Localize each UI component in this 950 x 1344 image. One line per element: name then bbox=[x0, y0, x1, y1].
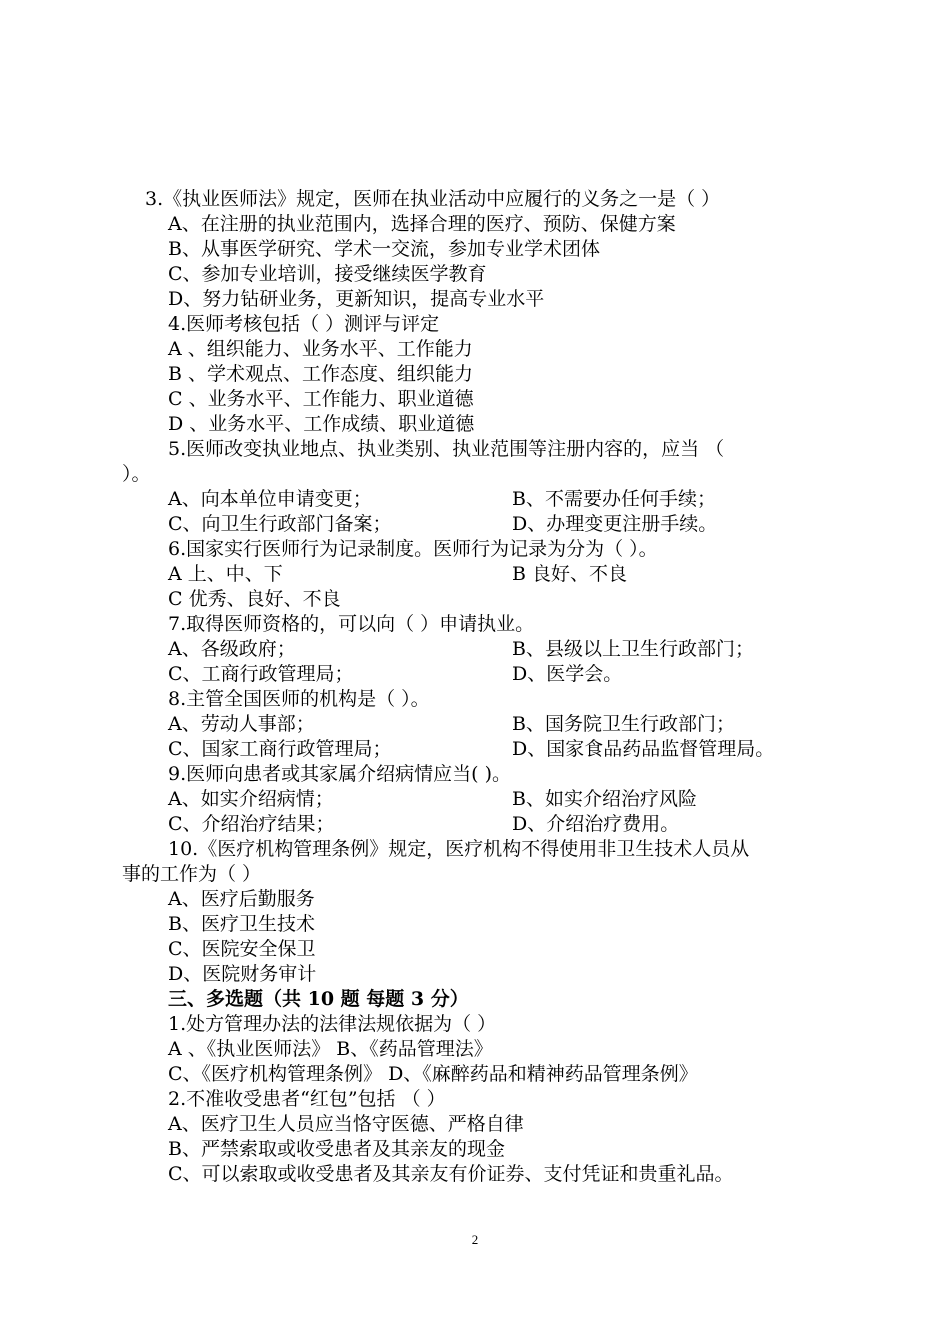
question-10-stem-cont: 事的工作为（ ） bbox=[122, 863, 262, 885]
question-5-stem: 5.医师改变执业地点、执业类别、执业范围等注册内容的，应当 （ bbox=[168, 438, 725, 460]
question-10-stem: 10.《医疗机构管理条例》规定，医疗机构不得使用非卫生技术人员从 bbox=[168, 838, 750, 860]
option-row: A、劳动人事部； B、国务院卫生行政部门； bbox=[168, 713, 735, 735]
question-9-stem: 9.医师向患者或其家属介绍病情应当( )。 bbox=[168, 763, 511, 785]
question-6-stem: 6.国家实行医师行为记录制度。医师行为记录为分为（ ）。 bbox=[168, 538, 658, 560]
option-line: A、在注册的执业范围内，选择合理的医疗、预防、保健方案 bbox=[168, 213, 676, 235]
option-line: A 、组织能力、业务水平、工作能力 bbox=[168, 338, 473, 360]
option-row: C、国家工商行政管理局； D、国家食品药品监督管理局。 bbox=[168, 738, 775, 760]
option-line: B、医疗卫生技术 bbox=[168, 913, 315, 935]
option-line: C 优秀、良好、不良 bbox=[168, 588, 341, 610]
option-row: A、各级政府； B、县级以上卫生行政部门； bbox=[168, 638, 754, 660]
page-number: 2 bbox=[471, 1232, 479, 1247]
option-line: D、医院财务审计 bbox=[168, 963, 317, 985]
option-line: C、《医疗机构管理条例》 D、《麻醉药品和精神药品管理条例》 bbox=[168, 1063, 698, 1085]
option-line: C、参加专业培训，接受继续医学教育 bbox=[168, 263, 487, 285]
section-heading: 三、多选题（共 10 题 每题 3 分） bbox=[168, 988, 469, 1010]
question-7-stem: 7.取得医师资格的，可以向（ ）申请执业。 bbox=[168, 613, 535, 635]
question-5-stem-cont: ）。 bbox=[122, 463, 151, 485]
option-line: B、严禁索取或收受患者及其亲友的现金 bbox=[168, 1138, 505, 1160]
option-line: C、医院安全保卫 bbox=[168, 938, 316, 960]
option-row: C、介绍治疗结果； D、介绍治疗费用。 bbox=[168, 813, 680, 835]
option-row: C、工商行政管理局； D、医学会。 bbox=[168, 663, 623, 685]
option-line: A 、《执业医师法》 B、《药品管理法》 bbox=[168, 1038, 493, 1060]
mc-question-1-stem: 1.处方管理办法的法律法规依据为（ ） bbox=[168, 1013, 497, 1035]
option-line: C、可以索取或收受患者及其亲友有价证券、支付凭证和贵重礼品。 bbox=[168, 1163, 734, 1185]
option-row: C、向卫生行政部门备案； D、办理变更注册手续。 bbox=[168, 513, 718, 535]
question-4-stem: 4.医师考核包括（ ）测评与评定 bbox=[168, 313, 440, 335]
option-line: C 、业务水平、工作能力、职业道德 bbox=[168, 388, 474, 410]
option-line: B 、学术观点、工作态度、组织能力 bbox=[168, 363, 474, 385]
option-line: B、从事医学研究、学术一交流，参加专业学术团体 bbox=[168, 238, 600, 260]
option-row: A、如实介绍病情； B、如实介绍治疗风险 bbox=[168, 788, 697, 810]
question-3-stem: 3.《执业医师法》规定，医师在执业活动中应履行的义务之一是（ ） bbox=[145, 188, 721, 210]
option-row: A、向本单位申请变更； B、不需要办任何手续； bbox=[168, 488, 716, 510]
option-line: D 、业务水平、工作成绩、职业道德 bbox=[168, 413, 475, 435]
mc-question-2-stem: 2.不准收受患者“红包”包括 （ ） bbox=[168, 1088, 446, 1110]
option-line: A、医疗卫生人员应当恪守医德、严格自律 bbox=[168, 1113, 524, 1135]
option-line: A、医疗后勤服务 bbox=[168, 888, 315, 910]
option-line: D、努力钻研业务，更新知识，提高专业水平 bbox=[168, 288, 545, 310]
option-row: A 上、中、下 B 良好、不良 bbox=[168, 563, 628, 585]
question-8-stem: 8.主管全国医师的机构是（ ）。 bbox=[168, 688, 430, 710]
